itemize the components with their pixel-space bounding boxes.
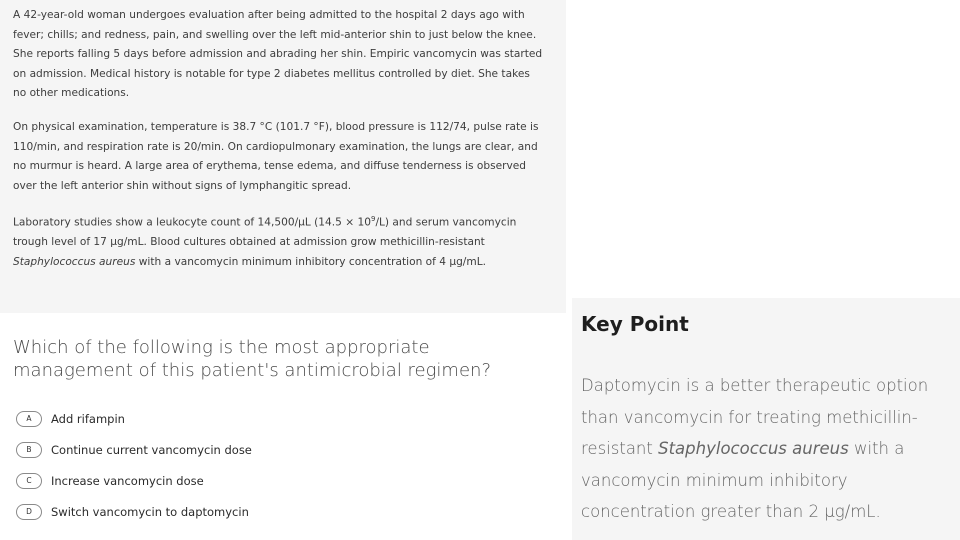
answer-option-c[interactable] [16,465,556,496]
key-point-body [581,370,950,528]
answer-option-b[interactable] [16,434,556,465]
key-point-title: Key Point [581,312,689,336]
option-label: Continue current vancomycin dose [51,442,252,457]
labs-organism-name: Staphylococcus aureus [13,256,136,269]
option-letter-badge: A [16,411,42,427]
case-stem-panel [0,0,566,313]
key-point-text-part-2: with a vancomycin minimum inhibitory concentration greater than 2 µg/mL. [581,439,905,521]
key-point-text-part-1: Daptomycin is a better therapeutic option than vancomycin for treating methicillin-resistant [581,376,929,458]
labs-text-part-3: with a vancomycin minimum inhibitory concentration of 4 µg/mL. [135,256,486,269]
labs-text-part-1: Laboratory studies show a leukocyte count of 14,500/µL (14.5 × 10 [13,216,371,229]
option-label: Switch vancomycin to daptomycin [51,504,249,519]
question-text: Which of the following is the most appropriate management of this patient's antimicrobial regimen? [13,337,491,381]
option-letter-badge: C [16,473,42,489]
answer-options [16,403,556,527]
option-letter-badge: B [16,442,42,458]
option-label: Add rifampin [51,411,125,426]
case-paragraph-history: A 42-year-old woman undergoes evaluation after being admitted to the hospital 2 days ago with fever; chills; and redness, pain, and swelling over the left mid-anterior shin to just below the knee. She reports falling 5 days before admission and abrading her shin. Empiric vancomycin was started on admission. Medical history is notable for type 2 diabetes mellitus controlled by diet. She takes no other medications. [13,9,543,100]
option-letter-badge: D [16,504,42,520]
case-paragraph-exam: On physical examination, temperature is 38.7 °C (101.7 °F), blood pressure is 112/74, pulse rate is 110/min, and respiration rate is 20/min. On cardiopulmonary examination, the lungs are clear, and no murmur is heard. A large area of erythema, tense edema, and diffuse tenderness is observed over the left anterior shin without signs of lymphangitic spread. [13,120,539,192]
key-point-organism-name: Staphylococcus aureus [658,439,849,458]
answer-option-d[interactable] [16,496,556,527]
labs-text-part-2: /L) and serum vancomycin trough level of 17 µg/mL. Blood cultures obtained at admission grow methicillin-resistant [13,216,517,249]
key-point-panel [572,298,960,540]
option-label: Increase vancomycin dose [51,473,204,488]
case-paragraph-labs [13,210,546,272]
labs-superscript: 9 [370,215,376,224]
answer-option-a[interactable] [16,403,556,434]
